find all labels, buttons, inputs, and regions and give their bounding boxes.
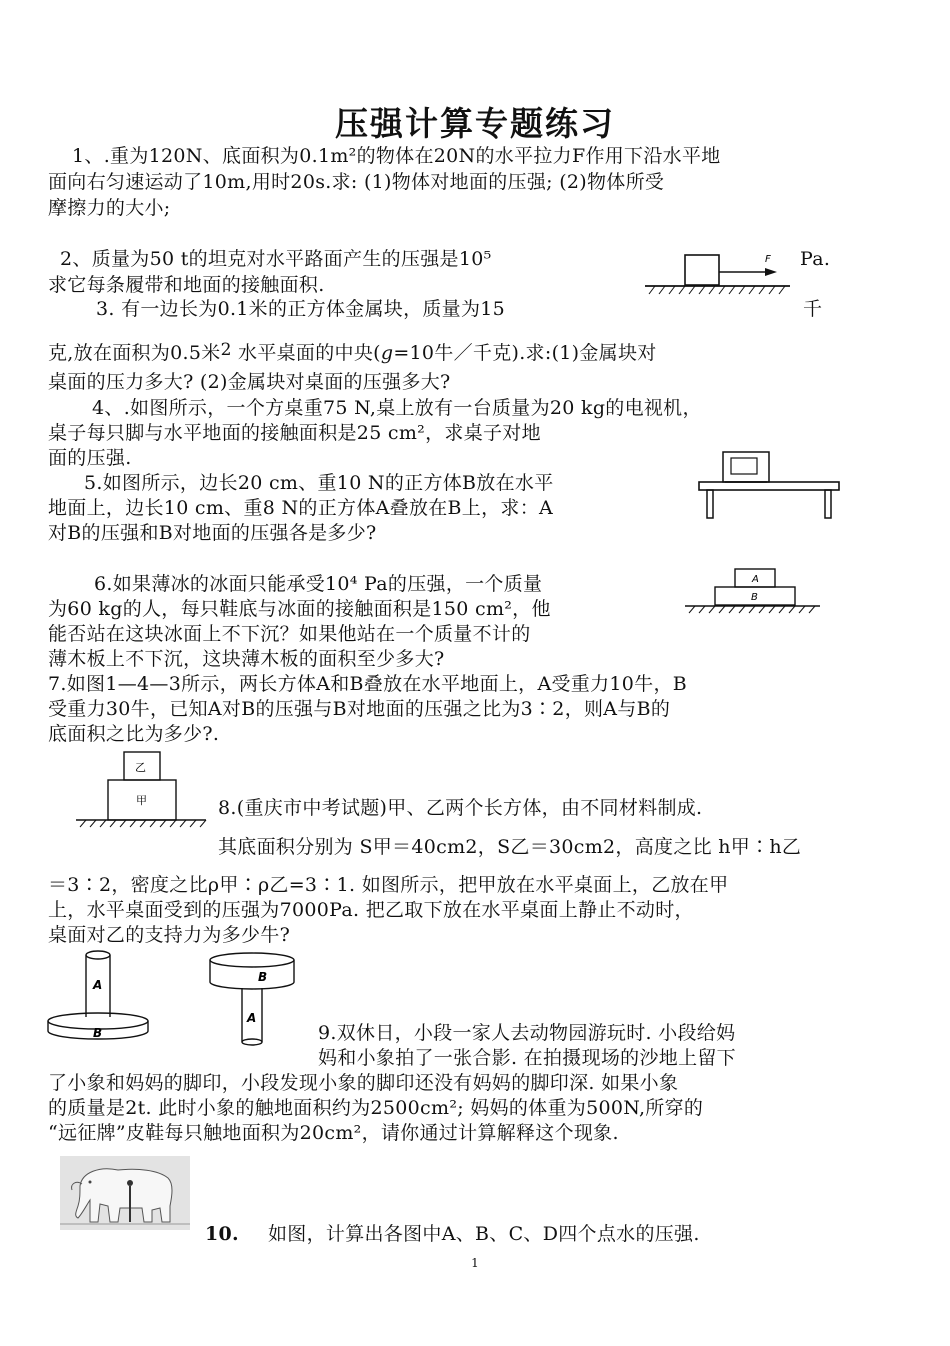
q2-unit: Pa. xyxy=(800,248,831,270)
q5-line1: 5.如图所示，边长20 cm、重10 N的正方体B放在水平 xyxy=(84,472,554,494)
q8-line1: 8.(重庆市中考试题)甲、乙两个长方体，由不同材料制成. xyxy=(218,797,703,819)
q8-line5: 桌面对乙的支持力为多少牛? xyxy=(48,924,291,946)
q1-line3: 摩擦力的大小; xyxy=(48,197,171,219)
block-force-figure xyxy=(645,250,795,300)
q10-number: 10. xyxy=(205,1223,239,1245)
q8-line3: ＝3∶2，密度之比ρ甲∶ρ乙=3∶1. 如图所示，把甲放在水平桌面上，乙放在甲 xyxy=(48,874,729,896)
q3-unit: 千 xyxy=(803,298,823,320)
stacked-blocks-figure xyxy=(685,567,825,617)
yi-label: 乙 xyxy=(135,761,146,774)
q8-line2: 其底面积分别为 S甲＝40cm2，S乙＝30cm2，高度之比 h甲∶h乙 xyxy=(218,836,802,858)
q9-line2: 妈和小象拍了一张合影. 在拍摄现场的沙地上留下 xyxy=(318,1047,736,1069)
block-a-label: A xyxy=(752,574,759,585)
q7-line2: 受重力30牛，已知A对B的压强与B对地面的压强之比为3∶2，则A与B的 xyxy=(48,698,671,720)
jia-label: 甲 xyxy=(136,794,147,807)
q6-line1: 6.如果薄冰的冰面只能承受10⁴ Pa的压强，一个质量 xyxy=(94,573,543,595)
q6-line2: 为60 kg的人，每只鞋底与冰面的接触面积是150 cm²，他 xyxy=(48,598,551,620)
q3-line1: 3. 有一边长为0.1米的正方体金属块，质量为15 xyxy=(96,298,506,320)
elephant-photo xyxy=(60,1156,190,1230)
block-b-label: B xyxy=(751,592,758,603)
q1-line2: 面向右匀速运动了10m,用时20s.求: (1)物体对地面的压强; (2)物体所受 xyxy=(48,171,665,193)
q5-line3: 对B的压强和B对地面的压强各是多少? xyxy=(48,522,377,544)
table-tv-figure xyxy=(695,448,845,520)
q9-line5: “远征牌”皮鞋每只触地面积为20cm²，请你通过计算解释这个现象. xyxy=(48,1122,619,1144)
force-label: F xyxy=(765,254,771,265)
cyl2-a-label: A xyxy=(247,1011,257,1025)
q3-line3: 桌面的压力多大? (2)金属块对桌面的压强多大? xyxy=(48,371,451,393)
q7-line3: 底面积之比为多少?. xyxy=(48,723,220,745)
page-title: 压强计算专题练习 xyxy=(335,104,615,143)
q3-line2: 克,放在面积为0.5米2 水平桌面的中央(g=10牛／千克).求:(1)金属块对 xyxy=(48,340,657,364)
q2-line2: 求它每条履带和地面的接触面积. xyxy=(48,274,325,296)
q9-line4: 的质量是2t. 此时小象的触地面积约为2500cm²; 妈妈的体重为500N,所穿的 xyxy=(48,1097,704,1119)
cyl2-b-label: B xyxy=(258,970,268,984)
cyl-b-label: B xyxy=(93,1026,103,1040)
q6-line3: 能否站在这块冰面上不下沉？如果他站在一个质量不计的 xyxy=(48,623,531,645)
q9-line1: 9.双休日，小段一家人去动物园游玩时. 小段给妈 xyxy=(318,1022,736,1044)
cylinder-on-disk-figure xyxy=(46,945,158,1045)
q4-line2: 桌子每只脚与水平地面的接触面积是25 cm²，求桌子对地 xyxy=(48,422,541,444)
q6-line4: 薄木板上不下沉，这块薄木板的面积至少多大? xyxy=(48,648,445,670)
q9-line3: 了小象和妈妈的脚印，小段发现小象的脚印还没有妈妈的脚印深. 如果小象 xyxy=(48,1072,679,1094)
q2-line1: 2、质量为50 t的坦克对水平路面产生的压强是10⁵ xyxy=(60,248,492,270)
q5-line2: 地面上，边长10 cm、重8 N的正方体A叠放在B上，求：A xyxy=(48,497,554,519)
page-number: 1 xyxy=(471,1256,479,1270)
q1-line1: 1、.重为120N、底面积为0.1m²的物体在20N的水平拉力F作用下沿水平地 xyxy=(72,145,721,167)
q4-line3: 面的压强. xyxy=(48,447,132,469)
jia-yi-blocks-figure xyxy=(76,748,211,828)
q8-line4: 上，水平桌面受到的压强为7000Pa. 把乙取下放在水平桌面上静止不动时， xyxy=(48,899,694,921)
q7-line1: 7.如图1—4—3所示，两长方体A和B叠放在水平地面上，A受重力10牛，B xyxy=(48,673,688,695)
q10-text: 如图，计算出各图中A、B、C、D四个点水的压强. xyxy=(268,1223,700,1245)
cyl-a-label: A xyxy=(93,978,103,992)
q4-line1: 4、.如图所示，一个方桌重75 N,桌上放有一台质量为20 kg的电视机， xyxy=(92,397,702,419)
disk-on-cylinder-figure xyxy=(206,950,306,1050)
